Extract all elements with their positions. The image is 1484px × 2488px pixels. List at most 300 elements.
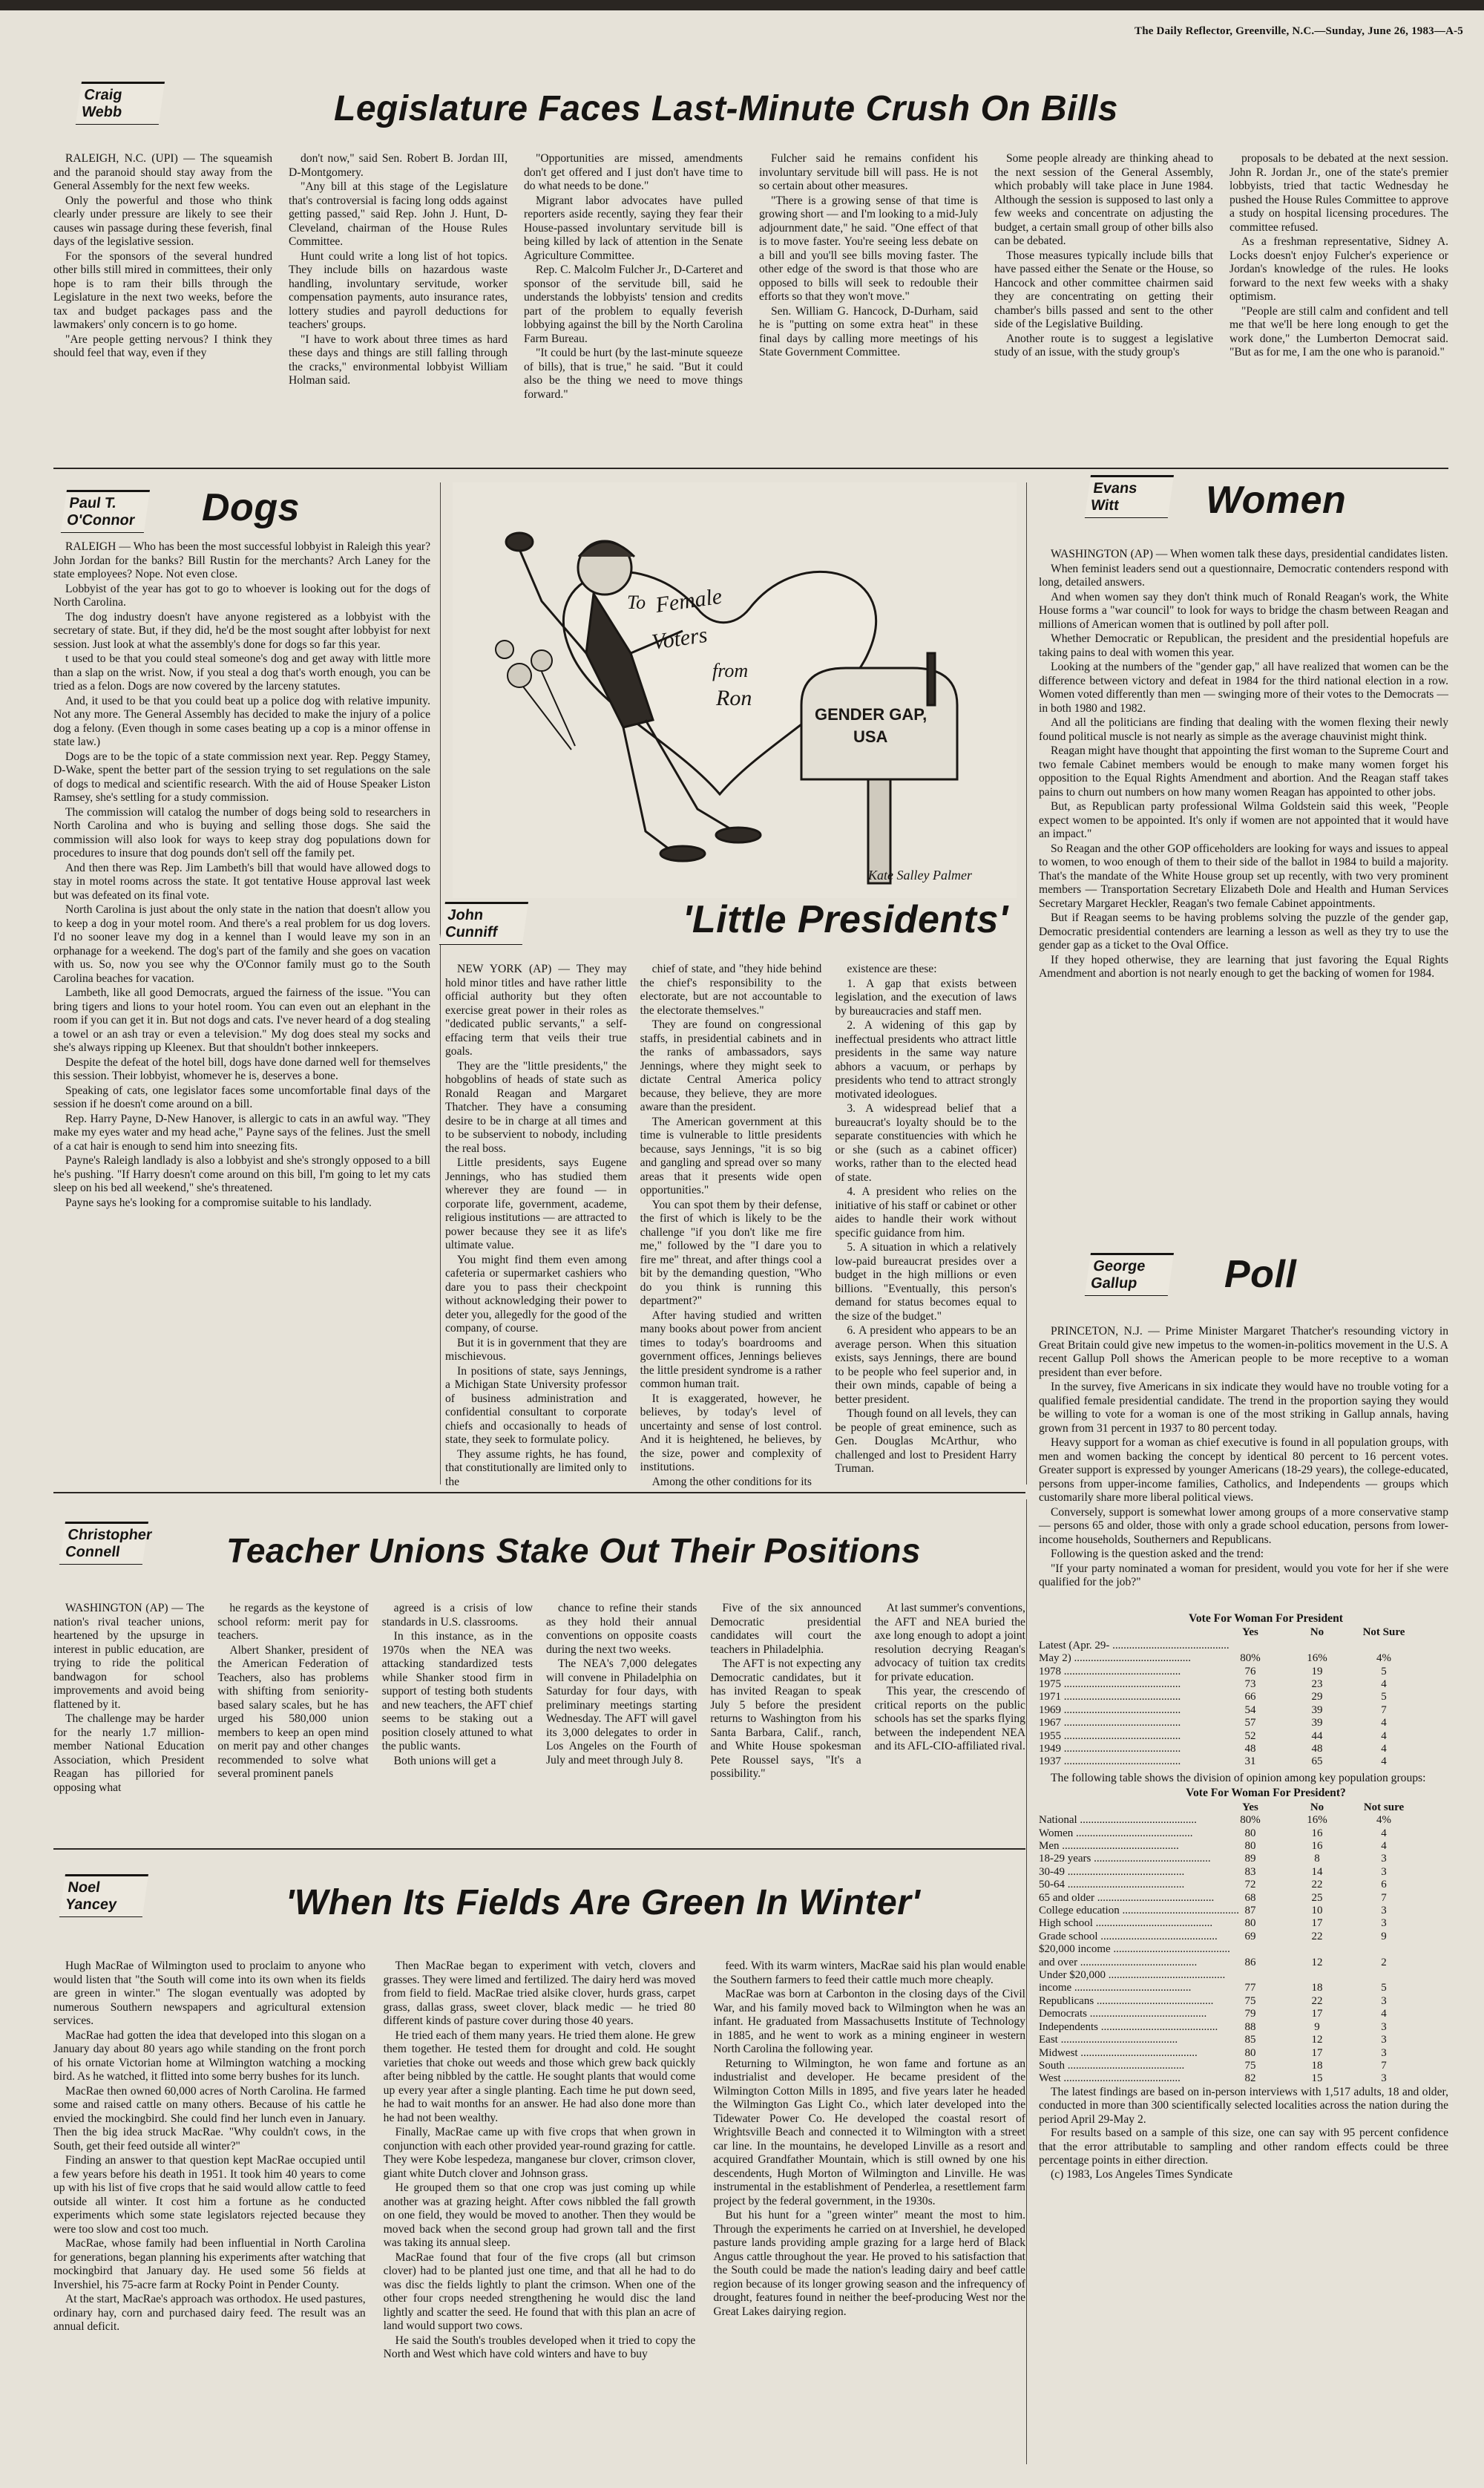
paragraph: At the start, MacRae's approach was orthodox. He used pastures, ordinary hay, corn and purchased dairy feed. The result was an annual deficit. [53, 2293, 366, 2333]
table-cell: income .......................................... [1039, 1982, 1192, 1994]
paragraph: As a freshman representative, Sidney A. Locks doesn't enjoy Fulcher's experience or Jordan's knowledge of the rules. He looks forward to the next few weeks with a shaky optimism. [1229, 235, 1448, 303]
table-cell: 23 [1311, 1678, 1323, 1691]
article-teachers-body [53, 1602, 1025, 1839]
heart-label-5: Ron [716, 686, 752, 710]
legislature-column [1229, 152, 1448, 434]
heart-label-2: Female [654, 583, 724, 618]
table-row [1039, 1892, 1448, 1905]
paragraph: North Carolina is just about the only state in the nation that doesn't allow you to keep a dog in your motel room. And there's a real problem for us dog lovers. I'd no sooner leave my dog in a kennel than I would leave my son in an orphanage for a weekend. The dog's part of the family and she goes on vacation with us. So, now you see why the O'Connor family must go to the South Carolina beaches for vacation. [53, 903, 430, 985]
table-row [1039, 1957, 1448, 1969]
paragraph: They are found on congressional staffs, in presidential cabinets and in the ranks of ambassadors, says Jennings, where they might seek to dictate Central America policy because, they believe, they are more aware than the president. [640, 1018, 822, 1113]
byline-last: Witt [1089, 497, 1120, 514]
table-cell: 15 [1311, 2072, 1323, 2085]
paragraph: Payne says he's looking for a compromise suitable to his landlady. [65, 1196, 372, 1209]
mailbox-label-2: USA [853, 727, 888, 746]
teachers-column [53, 1602, 204, 1839]
byline-legislature [76, 82, 165, 125]
table-cell: South .......................................... [1039, 2059, 1185, 2072]
dogs-column [53, 540, 430, 1483]
paragraph: "People are still calm and confident and tell me that we'll be here long enough to get the work done," the Lumberton Democrat said. "But as for me, I am the one who is paranoid." [1229, 304, 1448, 359]
cartoon-drawing [453, 482, 1017, 898]
header-cell: Not Sure [1362, 1626, 1405, 1639]
paragraph: For the sponsors of the several hundred other bills still mired in committees, their only hope is to ram their bills through the Legislature in the next two weeks, before the tax and budget packages pass and the lawmakers' only concern is to go home. [53, 249, 272, 331]
paragraph: "It could be hurt (by the last-minute squeeze of bills), that is true," he said. "But it could also be the thing we need to move things forward." [524, 347, 743, 401]
table-cell: 83 [1244, 1865, 1256, 1878]
paragraph: 5. A situation in which a relatively low-paid bureaucrat presides over a budget in the high millions or even billions. "Eventually, this person's demand for status becomes equal to the size of the budget." [835, 1241, 1017, 1323]
paragraph: Whether Democratic or Republican, the president and the presidential hopefuls are taking pains to deal with women this year. [1039, 632, 1448, 659]
paragraph: Another route is to suggest a legislative study of an issue, with the study group's [994, 332, 1213, 359]
table-cell: 44 [1311, 1729, 1323, 1742]
table-cell: 16 [1311, 1840, 1323, 1852]
table-cell: Independents .......................................... [1039, 2020, 1218, 2033]
mailbox-label-1: GENDER GAP, [815, 705, 928, 724]
table-cell: 1949 .......................................... [1039, 1743, 1181, 1755]
paragraph: 1. A gap that exists between legislation, and the execution of laws by bureaucracies and staff men. [835, 977, 1017, 1018]
table-cell: 30-49 .......................................... [1039, 1865, 1185, 1878]
paragraph: For results based on a sample of this size, one can say with 95 percent confidence that the error attributable to sampling and other random effects could be three percentage points in either direction. [1039, 2127, 1448, 2167]
table-cell: 69 [1244, 1930, 1256, 1942]
table-cell: 17 [1311, 2046, 1323, 2059]
paragraph: You can spot them by their defense, the first of which is likely to be the challenge "if you don't like me fire me," followed by the "I dare you to fire me" threat, and after things cool a bit by the demanding question, "Who do you think is running this department?" [640, 1198, 822, 1307]
table-cell [1284, 1640, 1350, 1652]
teachers-column [546, 1602, 697, 1839]
table-cell: 3 [1381, 2020, 1387, 2033]
headline-teachers: Teacher Unions Stake Out Their Positions [226, 1531, 921, 1570]
paragraph: 4. A president who relies on the initiative of his staff or cabinet or other aides to handle their work without specific guidance from him. [835, 1185, 1017, 1240]
little-presidents-column [445, 963, 627, 1488]
folio-line: The Daily Reflector, Greenville, N.C.—Sunday, June 26, 1983—A-5 [1134, 25, 1463, 37]
table-cell: and over .......................................... [1039, 1956, 1198, 1968]
table-cell: 1937 .......................................... [1039, 1755, 1181, 1768]
table-cell: 4 [1381, 1827, 1387, 1839]
table-cell: 80 [1244, 2046, 1256, 2059]
table-cell: 3 [1381, 1865, 1387, 1878]
heart-label-1: To [627, 592, 646, 613]
paragraph: "Opportunities are missed, amendments don't get offered and I just don't have time to do what needs to be done." [524, 152, 743, 192]
table-row [1039, 1652, 1448, 1665]
table-row [1039, 1678, 1448, 1691]
paragraph: Lobbyist of the year has got to go to whoever is looking out for the dogs of North Carolina. [53, 582, 430, 609]
paragraph: But if Reagan seems to be having problems solving the puzzle of the gender gap, Democratic presidential contenders are learning a lesson as well as they try to use the gender gap as a ticket to the Oval Office. [1039, 911, 1448, 952]
table-cell: 3 [1381, 1905, 1387, 1917]
table-row [1039, 2060, 1448, 2072]
byline-last: Webb [80, 104, 123, 120]
table-cell: 9 [1314, 2020, 1320, 2033]
table-cell: 5 [1381, 1665, 1387, 1677]
table-row [1039, 1704, 1448, 1717]
table-cell: Latest (Apr. 29- .......................................... [1039, 1639, 1229, 1651]
table-cell: 12 [1311, 2034, 1323, 2046]
table-cell: Midwest .......................................... [1039, 2046, 1198, 2059]
table-cell [1350, 1969, 1417, 1982]
byline-first: Noel [66, 1879, 102, 1896]
paragraph: MacRae found that four of the five crops (all but crimson clover) had to be planted just one time, and that all he had to do was disc the fields lightly to plant the crimson. When one of the other four crops needed strengthening he would disc the land lightly and scatter the seed. He found that with this plan an acre of land would support two cows. [383, 2250, 696, 2332]
table-cell: East .......................................... [1039, 2034, 1178, 2046]
table-cell: Grade school .......................................... [1039, 1930, 1218, 1942]
paragraph: In this instance, as in the 1970s when the NEA was attacking standardized tests while Shanker stood firm in support of testing both students and new teachers, the AFT chief seems to be staking out a position closely attuned to what the public wants. [381, 1630, 533, 1752]
table-cell: 4 [1381, 1755, 1387, 1768]
table-row [1039, 1917, 1448, 1930]
table-row [1039, 1995, 1448, 2008]
headline-fields: 'When Its Fields Are Green In Winter' [286, 1883, 921, 1922]
table-cell: 4% [1376, 1652, 1391, 1665]
paragraph: proposals to be debated at the next session. John R. Jordan Jr., one of the state's premier lobbyists, tried that tactic Wednesday he pushed the House Rules Committee to approve a study on hospital licensing procedures. The committee refused. [1229, 152, 1448, 234]
header-cell [1039, 1801, 1217, 1814]
table-cell: 4% [1376, 1814, 1391, 1827]
table-cell: 75 [1244, 1994, 1256, 2007]
paragraph: Reagan might have thought that appointing the first woman to the Supreme Court and two female Cabinet members would be enough to make many women forget his opposition to the Equal Rights Amendment and abortion. And the Reagan staff takes pains to churn out numbers on how many women Reagan has appointed to other jobs. [1039, 744, 1448, 799]
paragraph: "Any bill at this stage of the Legislature that's controversial is facing long odds against getting passed," said Rep. John J. Hunt, D-Cleveland, chairman of the House Rules Committee. [289, 180, 508, 248]
table-cell: 1978 .......................................... [1039, 1665, 1181, 1677]
paragraph: They assume rights, he has found, that constitutionally are limited only to the [445, 1447, 627, 1488]
table-cell [1350, 1943, 1417, 1956]
table-cell: 16 [1311, 1827, 1323, 1839]
paragraph: Then MacRae began to experiment with vetch, clovers and grasses. They were limed and fertilized. The dairy herd was moved from field to field. MacRae tried alsike clover, hurds grass, carpet grass, dallas grass, sweet clover, black medic — he tried 80 different kinds of pasture cover during those 40 years. [383, 1960, 696, 2027]
column-rule [1026, 1499, 1027, 2464]
table-cell: 3 [1381, 2034, 1387, 2046]
paragraph: Lambeth, like all good Democrats, argued the fairness of the issue. "You can bring tigers and lions to your hotel room. You can even out an elephant in the room if you can get it in. But not dogs and cats. I've never heard of a dog stealing a towel or an ash tray or even a television." My dog does steal my socks and she's always ripping up Kleenex. But that shouldn't bother innkeepers. [53, 986, 430, 1054]
paragraph: Rep. Harry Payne, D-New Hanover, is allergic to cats in an awful way. "They make my eyes water and my head ache," Payne says of the felines. Just the smell of a cat hair is enough to send him into sneezing fits. [53, 1112, 430, 1153]
paragraph: 2. A widening of this gap by ineffectual presidents who attract little presidents in the same way nature abhors a vacuum, or perhaps by presidents who tend to attract strongly motivated ideologues. [835, 1019, 1017, 1101]
paragraph: Hunt could write a long list of hot topics. They include bills on hazardous waste handling, involuntary servitude, worker compensation payments, auto insurance rates, lottery studies and payroll deductions for teachers' groups. [289, 249, 508, 331]
paragraph: chief of state, and "they hide behind the chief's responsibility to the electorate, but are not accountable to the electorate themselves." [640, 963, 822, 1017]
fields-column [384, 1960, 696, 2464]
table-row [1039, 1827, 1448, 1840]
table-cell: 6 [1381, 1879, 1387, 1891]
table-cell: 9 [1381, 1930, 1387, 1942]
paragraph: And all the politicians are finding that dealing with the women flexing their newly found political muscle is not nearly as simple as the average chauvinist might think. [1039, 716, 1448, 743]
headline-poll: Poll [1224, 1253, 1297, 1296]
paragraph: He tried each of them many years. He tried them alone. He grew them together. He tested them for drought and cold. He sought varieties that choke out weeds and those which grew back quickly after being nibbled by the cattle. He sought plants that would come up every year after a single planting. Each time he put down seed, he had to wait months for an answer. He had also done more than he had not been wealthy. [383, 2029, 696, 2124]
byline-last: Gallup [1089, 1275, 1139, 1292]
table-cell: 68 [1244, 1891, 1256, 1904]
paragraph: The NEA's 7,000 delegates will convene in Philadelphia on Saturday for four days, with preliminary meetings starting Wednesday. The AFT will gavel its 3,000 delegates to order in Los Angeles on the Fourth of July and meet through July 8. [545, 1657, 697, 1767]
table-title: Vote For Woman For President? [1186, 1787, 1346, 1800]
legislature-column [524, 152, 743, 434]
byline-last: Yancey [64, 1896, 118, 1913]
table-cell: 1971 .......................................... [1039, 1691, 1181, 1703]
paragraph: The latest findings are based on in-person interviews with 1,517 adults, 18 and older, conducted in more than 300 scientifically selected localities across the nation during the period April 29-May 2. [1039, 2085, 1448, 2126]
table-row [1039, 1969, 1448, 1982]
legislature-column [289, 152, 508, 434]
paragraph: "I have to work about three times as hard these days and things are still falling through the cracks," environmental lobbyist William Holman said. [289, 333, 508, 387]
paragraph: The dog industry doesn't have anyone registered as a lobbyist with the secretary of state. But, if they did, he'd be the most sought after lobbyist for next session. Just look at what the assembly's done for dogs so far this year. [53, 610, 430, 651]
paragraph: This year, the crescendo of critical reports on the public schools has set the sparks flying between the independent NEA and its AFL-CIO-affiliated rival. [874, 1685, 1025, 1752]
table-cell: Democrats .......................................... [1039, 2008, 1207, 2020]
paragraph: When feminist leaders send out a questionnaire, Democratic contenders respond with long, detailed answers. [1039, 562, 1448, 589]
table-header [1039, 1626, 1448, 1639]
headline-women: Women [1206, 479, 1347, 522]
poll-table-trend [1039, 1611, 1448, 2181]
byline-last: Cunniff [444, 924, 499, 940]
table-cell: 66 [1244, 1691, 1256, 1703]
paragraph: He grouped them so that one crop was just coming up while another was at grazing height. After cows nibbled the fall growth on one field, they would be moved to another. Then they would be moved back when the second group had grown tall and the first was taking its annual sleep. [383, 2181, 696, 2249]
section-divider [53, 1848, 1025, 1850]
table-cell: 3 [1381, 1994, 1387, 2007]
little-presidents-column [835, 963, 1017, 1482]
byline-dogs [61, 490, 150, 533]
table-row [1039, 1879, 1448, 1891]
page-top-edge [0, 0, 1484, 10]
table-cell: 1967 .......................................... [1039, 1717, 1181, 1729]
table-cell: Under $20,000 .......................................... [1039, 1969, 1226, 1982]
paragraph: RALEIGH, N.C. (UPI) — The squeamish and the paranoid should stay away from the General Assembly for the next few weeks. [53, 152, 272, 192]
table-cell [1217, 1969, 1284, 1982]
paragraph: Dogs are to be the topic of a state commission next year. Rep. Peggy Stamey, D-Wake, spent the better part of the session trying to set regulations on the sale of dogs to medical and scientific research. With the aid of House Speaker Liston Ramsey, she's settling for a study commission. [53, 750, 430, 804]
table-row [1039, 1691, 1448, 1703]
table-cell: 80 [1244, 1827, 1256, 1839]
table-cell: 22 [1311, 1994, 1323, 2007]
poll-column [1039, 1325, 1448, 1614]
table-cell: 3 [1381, 2072, 1387, 2085]
byline-teachers [59, 1522, 154, 1565]
table-cell: 82 [1244, 2072, 1256, 2085]
table-cell: 54 [1244, 1703, 1256, 1716]
heart-label-4: from [712, 660, 749, 681]
paragraph: don't now," said Sen. Robert B. Jordan III, D-Montgomery. [289, 152, 508, 179]
paragraph: So Reagan and the other GOP officeholders are looking for ways and issues to appeal to women, to woo enough of them to their side of the ballot in 1984 to build a majority. That's the mandate of the White House group set up recently, with two very prominent members — Transportation Secretary Elizabeth Dole and Health and Human Services Secretary Margaret Heckler, Reagan's two female Cabinet appointments. [1039, 842, 1448, 910]
table-cell: 72 [1244, 1879, 1256, 1891]
section-divider [53, 1492, 1025, 1493]
table-cell: National .......................................... [1039, 1814, 1197, 1827]
byline-first: Craig [82, 87, 124, 103]
teachers-column [875, 1602, 1025, 1839]
table-cell: College education .......................................... [1039, 1905, 1239, 1917]
article-poll-body [1039, 1325, 1448, 1614]
paragraph: "There is a growing sense of that time is growing short — and I'm looking to a mid-July adjournment date," he said. "One effect of that is to move faster. You're seeing less debate on a bill and you'll see bills moving faster. The other edge of the sword is that those who are opposed to bills will seek to redouble their efforts so that they won't move." [759, 194, 978, 303]
paragraph: Looking at the numbers of the "gender gap," all have realized that women can be the difference between victory and defeat in 1984 for the third national election in a row. Women voted differently than men — swinging more of their votes to the Democrats — in both 1980 and 1982. [1039, 661, 1448, 715]
paragraph: Among the other conditions for its [651, 1475, 812, 1488]
table-cell: 12 [1311, 1956, 1323, 1968]
table-row [1039, 1866, 1448, 1879]
table-cell: 89 [1244, 1853, 1256, 1865]
paragraph: Some people already are thinking ahead to the next session of the General Assembly, which probably will take place in June 1984. Although the session is supposed to last only a few weeks and concentrate on adjusting the budget, a certain small group of other bills also can be debated. [994, 152, 1213, 247]
little-presidents-column [640, 963, 822, 1488]
paragraph: They are the "little presidents," the hobgoblins of heads of state such as Ronald Reagan and Margaret Thatcher. They have a consuming desire to be in charge at all times and to be subservient to nobody, including the real boss. [445, 1059, 627, 1155]
byline-first: Christopher [66, 1527, 154, 1543]
table-cell: 17 [1311, 1917, 1323, 1930]
paragraph: Following is the question asked and the trend: [1051, 1548, 1264, 1560]
paragraph: And when women say they don't think much of Ronald Reagan's work, the White House forms a "war council" to look for ways to bridge the chasm between Reagan and millions of American women that is outlined by poll after poll. [1039, 590, 1448, 631]
table-row [1039, 2008, 1448, 2020]
table-cell: West .......................................... [1039, 2072, 1181, 2085]
table-cell: 65 and older .......................................... [1039, 1891, 1215, 1904]
poll-closing [1039, 2086, 1448, 2182]
table-cell: 29 [1311, 1691, 1323, 1703]
paragraph: Finally, MacRae came up with five crops that when grown in conjunction with each other provided year-round grazing for cattle. They were Kobe lespedeza, manganese bur clover, crimson clover, giant white Dutch clover and Johnson grass. [383, 2126, 696, 2180]
table-cell: 65 [1311, 1755, 1323, 1768]
table-cell: 3 [1381, 1917, 1387, 1930]
byline-last: Connell [64, 1544, 122, 1560]
paragraph: But it is in government that they are mischievous. [445, 1336, 627, 1363]
table-row [1039, 1717, 1448, 1729]
table-row [1039, 1853, 1448, 1865]
table-cell: 17 [1311, 2008, 1323, 2020]
byline-women [1085, 475, 1174, 518]
byline-first: Evans [1091, 480, 1138, 497]
table-cell: 10 [1311, 1905, 1323, 1917]
table-cell: 77 [1244, 1982, 1256, 1994]
paragraph: "If your party nominated a woman for president, would you vote for her if she were qualified for the job?" [1039, 1562, 1448, 1588]
table-cell: 80 [1244, 1917, 1256, 1930]
paragraph: Fulcher said he remains confident his involuntary servitude bill will pass. He is not so certain about other measures. [759, 152, 978, 192]
paragraph: WASHINGTON (AP) — When women talk these days, presidential candidates listen. [1051, 548, 1448, 560]
table-cell: 39 [1311, 1703, 1323, 1716]
paragraph: Little presidents, says Eugene Jennings, who has studied them wherever they are found — in corporate life, government, academe, religious institutions — are attracted to power because they see it as life's ultimate value. [445, 1156, 627, 1251]
paragraph: Though found on all levels, they can be people of great eminence, such as Gen. Douglas McArthur, who challenged and lost to President Harry Truman. [835, 1407, 1017, 1475]
byline-first: John [446, 907, 485, 923]
table-cell: 8 [1314, 1853, 1320, 1865]
table-cell: 4 [1381, 2008, 1387, 2020]
paragraph: Sen. William G. Hancock, D-Durham, said he is "putting on some extra heat" in these final days by calling more meetings of his State Government Committee. [759, 304, 978, 359]
table-cell: 22 [1311, 1930, 1323, 1942]
headline-dogs: Dogs [202, 486, 300, 529]
paragraph: In positions of state, says Jennings, a Michigan State University professor of business administration and confidential consultant to corporate chiefs and occasionally to heads of state, they seek to formulate policy. [445, 1364, 627, 1446]
paragraph: 6. A president who appears to be an average person. When this situation exists, says Jennings, there are bound to be people who feel superior and, in their own minds, capable of being a better president. [835, 1324, 1017, 1406]
table-row [1039, 1666, 1448, 1678]
paragraph: MacRae then owned 60,000 acres of North Carolina. He farmed some and raised cattle on many others. Because of his cattle he envied the mockingbird. She could find her lunch even in January. Then the big idea struck MacRae. "Why couldn't cows, in the South, get their feed outside all winter?" [53, 2084, 366, 2153]
teachers-column [217, 1602, 368, 1839]
table-cell: 3 [1381, 1853, 1387, 1865]
table-cell: 48 [1311, 1743, 1323, 1755]
table-cell: 73 [1244, 1678, 1256, 1691]
paragraph: PRINCETON, N.J. — Prime Minister Margaret Thatcher's resounding victory in Great Britain could give new impetus to the women-in-politics movement in the U.S. A recent Gallup Poll shows the American people to be more receptive to a woman president than ever before. [1039, 1325, 1448, 1379]
header-cell [1039, 1626, 1217, 1639]
header-cell: Yes [1242, 1801, 1258, 1813]
table-row [1039, 2034, 1448, 2046]
table-cell: 4 [1381, 1678, 1387, 1691]
paragraph: But his hunt for a "green winter" meant the most to him. Through the experiments he carried on at Invershiel, he developed pasture lands providing ample grazing for a large herd of Black Angus cattle throughout the year. He proved to his satisfaction that the South could be made the nation's leading dairy and beef cattle region because of its longer growing season and the infrequency of drought, features found in neither the beef-producing West nor the Great Lakes dairying region. [713, 2209, 1026, 2318]
paragraph: MacRae was born at Carbonton in the closing days of the Civil War, and his family moved back to Wilmington when he was an infant. He graduated from Massachusetts Institute of Technology in 1885, and he went to work as a mining engineer in western North Carolina the following year. [713, 1988, 1026, 2055]
paragraph: Hugh MacRae of Wilmington used to proclaim to anyone who would listen that "the South will come into its own when its fields are green in winter." The slogan eventually was adopted by numerous Southern newspapers and agricultural extension services. [53, 1960, 366, 2027]
article-fields-body [53, 1960, 1025, 2464]
table-cell: 7 [1381, 2059, 1387, 2072]
column-rule [1026, 482, 1027, 1484]
table-cell [1284, 1969, 1350, 1982]
table-header [1039, 1801, 1448, 1814]
paragraph: And, it used to be that you could beat up a police dog with relative impunity. Not any more. The General Assembly has decided to make the injury of a police dog a felony. (Even though in some cases beating up a cop is a minor offense in state law.) [53, 694, 430, 748]
table-cell: 48 [1244, 1743, 1256, 1755]
table-row [1039, 1755, 1448, 1768]
paragraph: Conversely, support is somewhat lower among groups of a more conservative stamp — persons 65 and older, those with only a grade school education, persons from lower-income households, Southerners and Republicans. [1039, 1505, 1448, 1546]
table-cell: Men .......................................... [1039, 1840, 1179, 1852]
article-little-presidents-body [445, 963, 1017, 1488]
paragraph: 3. A widespread belief that a bureaucrat's loyalty should be to the separate constituencies with which he or she (such as a cabinet officer) works, rather than to the elected head of state. [835, 1102, 1017, 1184]
paragraph: But, as Republican party professional Wilma Goldstein said this week, "People expect women to be appointed. It's only if women are not appointed that it would have an impact." [1039, 800, 1448, 840]
table-cell: 1975 .......................................... [1039, 1678, 1181, 1691]
teachers-column [710, 1602, 861, 1839]
header-cell: Yes [1242, 1626, 1258, 1639]
table-cell: 31 [1244, 1755, 1256, 1768]
paragraph: Both unions will get a [393, 1754, 496, 1767]
table-cell: 14 [1311, 1865, 1323, 1878]
table-row [1039, 1814, 1448, 1827]
teachers-column [382, 1602, 533, 1839]
table-cell: 76 [1244, 1665, 1256, 1677]
paragraph: The challenge may be harder for the nearly 1.7 million-member National Education Association, which President Reagan has pilloried for opposing what [53, 1712, 205, 1794]
header-cell: No [1310, 1626, 1324, 1639]
headline-legislature: Legislature Faces Last-Minute Crush On Bills [334, 89, 1118, 128]
table-cell: Women .......................................... [1039, 1827, 1193, 1839]
table-cell: 86 [1244, 1956, 1256, 1968]
paragraph: t used to be that you could steal someone's dog and get away with little more than a slap on the wrist. Now, if you steal a dog that's worth enough, you can be tried as a felon. Dogs are now covered by the larceny statutes. [53, 652, 430, 693]
table-title: Vote For Woman For President [1189, 1612, 1343, 1625]
table-row [1039, 1743, 1448, 1755]
paragraph: At last summer's conventions, the AFT and NEA buried the axe long enough to adopt a joint resolution decrying Reagan's advocacy of tuition tax credits for private education. [874, 1602, 1025, 1683]
paragraph: WASHINGTON (AP) — The nation's rival teacher unions, heartened by the upsurge in interest in public education, are trying to ride the political bandwagon for school improvements and avoid being flattened by it. [53, 1602, 205, 1711]
table-cell: 18 [1311, 1982, 1323, 1994]
section-divider [53, 468, 1448, 469]
table-row [1039, 1931, 1448, 1943]
table-cell: 19 [1311, 1665, 1323, 1677]
table-cell: 4 [1381, 1717, 1387, 1729]
paragraph: existence are these: [847, 963, 937, 975]
table-row [1039, 1982, 1448, 1994]
paragraph: RALEIGH — Who has been the most successful lobbyist in Raleigh this year? John Jordan for the banks? Bill Rustin for the merchants? Arch Laney for the state employees? Nope. Not even close. [53, 540, 430, 580]
table-cell: 2 [1381, 1956, 1387, 1968]
paragraph: After having studied and written many books about power from ancient times to today's boardrooms and government offices, Jennings believes the little president syndrome is a rather common human trait. [640, 1309, 822, 1390]
table-cell: 39 [1311, 1717, 1323, 1729]
table-cell: 1969 .......................................... [1039, 1703, 1181, 1716]
paragraph: he regards as the keystone of school reform: merit pay for teachers. [217, 1602, 369, 1642]
table-cell: 16% [1307, 1652, 1327, 1665]
cartoon-signature: Kate Salley Palmer [868, 868, 972, 883]
column-rule [440, 482, 441, 1484]
fields-column [713, 1960, 1025, 2464]
table-cell: 52 [1244, 1729, 1256, 1742]
paragraph: Despite the defeat of the hotel bill, dogs have done darned well for themselves this session. Their lobbyist, whomever he is, deserves a bone. [53, 1055, 430, 1082]
table-cell: 25 [1311, 1891, 1323, 1904]
table-row [1039, 2021, 1448, 2034]
table-cell [1284, 1943, 1350, 1956]
table-row [1039, 1640, 1448, 1652]
paragraph: You might find them even among cafeteria or supermarket cashiers who dare you to pass their checkpoint without acknowledging their power to deter you, allegedly for the good of the company, of course. [445, 1253, 627, 1335]
table-cell: 4 [1381, 1840, 1387, 1852]
table-cell [1350, 1640, 1417, 1652]
paragraph: Only the powerful and those who think clearly under pressure are likely to see their causes win passage during these feverish, final days of the legislative session. [53, 194, 272, 248]
legislature-column [759, 152, 978, 434]
paragraph: MacRae, whose family had been influential in North Carolina for generations, began planning his experiments after watching that mockingbird that January day. He used some 56 fields at Invershiel, his 75-acre farm at Rocky Point in Pender County. [53, 2237, 366, 2291]
table-cell: 79 [1244, 2008, 1256, 2020]
fields-column [53, 1960, 366, 2464]
paragraph: MacRae had gotten the idea that developed into this slogan on a January day about 80 years ago while standing on the front porch of his ornate Victorian home at Wilmington watching a mocking bird. As he watched, it flitted into some berry bushes for its lunch. [53, 2029, 366, 2083]
editorial-cartoon [453, 482, 1017, 898]
table-row [1039, 2047, 1448, 2060]
article-dogs-body [53, 540, 430, 1483]
paragraph: Finding an answer to that question kept MacRae occupied until a few years before his death in 1951. It took him 40 years to come up with his list of five crops that he said would allow cattle to feed outside all winter. It cost him a fortune as he conducted experiments which some state legislators rejected because they were too slow and cost too much. [53, 2154, 366, 2236]
table-row [1039, 1730, 1448, 1743]
paragraph: (c) 1983, Los Angeles Times Syndicate [1051, 2167, 1233, 2181]
paragraph: Albert Shanker, president of the American Federation of Teachers, also has problems with shifting from seniority-based salary scales, but he has urged his 580,000 union members to keep an open mind on merit pay and other changes recommended to solve what several prominent panels [217, 1643, 369, 1780]
headline-little-presidents: 'Little Presidents' [683, 898, 1008, 941]
table-cell [1217, 1943, 1284, 1956]
paragraph: If they hoped otherwise, they are learning that just favoring the Equal Rights Amendment and abortion is not nearly enough to get the backing of women for 1984. [1039, 953, 1448, 980]
table-cell: 80% [1240, 1652, 1261, 1665]
paragraph: NEW YORK (AP) — They may hold minor titles and have rather little official authority but they often exercise great power in their roles as "dedicated public servants," a self-effacing term that veils their true goals. [445, 963, 627, 1058]
byline-fields [59, 1874, 148, 1917]
paragraph: Speaking of cats, one legislator faces some uncomfortable final days of the session if he doesn't come around on a bill. [53, 1084, 430, 1110]
table-cell: 22 [1311, 1879, 1323, 1891]
byline-first: George [1091, 1258, 1147, 1274]
paragraph: And then there was Rep. Jim Lambeth's bill that would have allowed dogs to stay in motel rooms across the state. It got tentative House approval last week but was defeated on its final vote. [53, 861, 430, 902]
table-cell: 4 [1381, 1729, 1387, 1742]
table-cell: 16% [1307, 1814, 1327, 1827]
table-cell: May 2) .......................................... [1039, 1652, 1191, 1665]
table-row [1039, 1943, 1448, 1956]
paragraph: Returning to Wilmington, he won fame and fortune as an industrialist and developer. He became president of the Wilmington Cotton Mills in 1895, and five years later he headed the Wilmington Gas Light Co., which later developed into the Tidewater Power Co. He developed the coastal resort of Wrightsville Beach and connected it to Wilmington with a street car line. In the mountains, he developed Linville as a resort and acquired Grandfather Mountain, which is still owned by one his descendents, Hugh Morton of Wilmington and Linville. He was instrumental in the establishment of Penderlea, a resettlement farm project by the federal government, in the 1930s. [713, 2057, 1026, 2207]
table-cell: 4 [1381, 1743, 1387, 1755]
header-cell: No [1310, 1801, 1324, 1813]
